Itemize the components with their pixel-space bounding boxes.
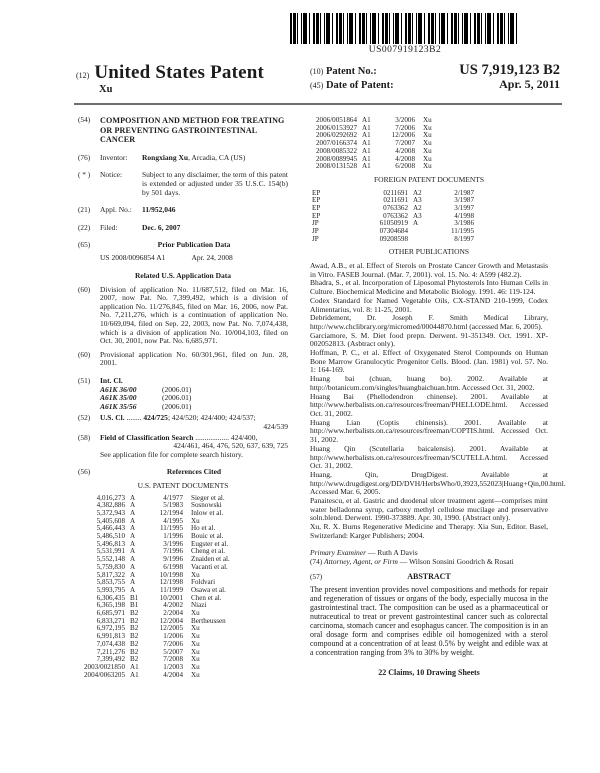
date-cell: 12/1994 [159, 508, 183, 517]
references-cited-section [78, 468, 288, 477]
inventor-name-cell: Xu [191, 655, 200, 664]
date-cell: 9/1996 [163, 555, 183, 564]
date-cell: 7/1996 [163, 547, 183, 556]
foreign-patent-row [312, 190, 548, 198]
related-application-heading: Related U.S. Application Data [134, 271, 232, 281]
document-number-cell: 07304684 [379, 227, 408, 236]
country-code-cell: JP [312, 234, 319, 243]
kind-code-cell: A1 [362, 162, 371, 171]
citation: Huang Bai (Phellodendron chinense). 2001. Available at http://www.herbalists.on.ca/resources/freeman/PHELLODE.html. Accessed Oct. 31, 2002. [310, 391, 548, 418]
us-patent-documents-heading: U.S. PATENT DOCUMENTS [137, 480, 229, 490]
foreign-patent-documents-heading: FOREIGN PATENT DOCUMENTS [373, 174, 484, 184]
inventor-name-cell: Xu [191, 516, 200, 525]
citation: Huang bai (chuan, huang bo). 2002. Available at http://botanicum.com/singles/huangbaichuan.htm. Accessed Oct. 31, 2002. [310, 374, 548, 392]
prior-publication-number: US 2008/0096854 A1 [100, 253, 166, 263]
inventor-name-cell: Xu [423, 154, 432, 163]
citation: Debridement, Dr. Joseph F. Smith Medical Library, http://www.chclibrary.org/micromed/00044870.html (accessed Mar. 6, 2005). [310, 313, 548, 331]
header-left [76, 62, 264, 95]
patent-number-cell: 4,382,886 [96, 501, 125, 510]
patent-number-cell: 5,759,830 [96, 562, 125, 571]
patent-number-cell: 5,372,943 [96, 508, 125, 517]
document-type-title: United States Patent [94, 62, 265, 83]
date-cell: 7/2006 [395, 123, 415, 132]
application-number-section [78, 206, 288, 215]
kind-code-cell: A [130, 562, 136, 571]
invention-title: COMPOSITION AND METHOD FOR TREATING OR PREVENTING GASTROINTESTINAL CANCER [100, 116, 285, 145]
foreign-patent-row [312, 213, 548, 221]
patent-number-cell: 2006/0051864 [316, 116, 357, 124]
patent-number-cell: 5,531,991 [96, 547, 125, 556]
date-cell: 11/1999 [160, 585, 183, 594]
inventor-name-cell: Xu [191, 632, 200, 641]
inventor-name-cell: Xu [423, 116, 432, 124]
kind-code-cell: A [130, 539, 136, 548]
int-cl-field-number: (51) [78, 375, 91, 385]
inventor-name-cell: Xu [191, 639, 200, 648]
appl-field-number: (21) [78, 205, 91, 215]
kind-code-cell: B2 [130, 609, 139, 618]
foreign-patent-documents-table [310, 190, 548, 244]
citation: Huang Qin (Scutellaria baicalensis). 2001. Available at http://www.herbalists.on.ca/resources/freeman/SCUTELLA.html. Accessed Oct. 31, 2002. [310, 443, 548, 471]
kind-code-cell [408, 228, 436, 236]
us-cl-field-number: (52) [78, 413, 91, 423]
int-cl-row [100, 403, 288, 412]
patent-number-cell: 2008/0131528 [316, 162, 357, 171]
citation: Panaitescu, et al. Gastric and duodenal ulcer treatment agent—comprises mint water belladonna syrup, carboxy methyl cellulose mucilage and preservative soln.blend. Derwent. 1990-373889. Apr. 30, 1990. (Abstract only). [310, 496, 548, 523]
foreign-patent-row [312, 236, 548, 244]
inventor-name-cell: Xu [423, 162, 432, 171]
us-cl-wrap: 424/539 [263, 421, 288, 431]
date-cell: 3/2006 [395, 116, 415, 124]
patent-number-cell: 6,991,813 [96, 632, 125, 641]
inventor-name-cell: Cheng et al. [191, 547, 226, 556]
kind-code-cell: B2 [130, 639, 139, 648]
inventor-name-cell: Inlow et al. [191, 508, 224, 517]
provisional-section [78, 351, 288, 368]
filed-field-number: (22) [78, 222, 91, 232]
document-number-cell: 09208598 [379, 234, 408, 243]
int-cl-version: (2006.01) [162, 401, 192, 411]
division-text: Division of application No. 11/687,512, filed on Mar. 16, 2007, now Pat. No. 7,399,492, which is a division of application No. 11/276,845, filed on Mar. 16, 2006, now Pat. No. 7,211,276, which is a continuation of application No. 10/669,094, filed on Sep. 22, 2003, now Pat. No. 7,074,438, which is a division of application No. 10/004,103, filed on Oct. 30, 2001, now Pat. No. 6,685,971. [100, 284, 288, 346]
foreign-patent-row [312, 220, 548, 228]
appl-value: 11/952,046 [142, 205, 176, 215]
patent-number-cell: 6,306,435 [96, 593, 125, 602]
prior-publication-date: Apr. 24, 2008 [191, 253, 233, 263]
barcode-text: US007919123B2 [368, 45, 442, 55]
date-cell: 7/2007 [395, 139, 415, 148]
inventor-field-number: (76) [78, 152, 91, 162]
patent-number-cell: 7,399,492 [96, 655, 125, 664]
date-cell: 4/1995 [163, 516, 183, 525]
foreign-patent-row [312, 228, 548, 236]
us-patent-documents-table [78, 495, 288, 680]
title-section [78, 116, 288, 145]
date-cell: 4/1998 [454, 211, 474, 220]
foreign-patent-row [312, 197, 548, 205]
doc-kind-number: (12) [76, 71, 90, 80]
date-cell: 4/2002 [163, 601, 183, 610]
date-cell: 5/2007 [163, 647, 183, 656]
date-cell: 6/1998 [163, 562, 183, 571]
date-cell: 8/1997 [454, 234, 474, 243]
patent-number-label: (10) Patent No.: [310, 66, 377, 77]
patent-number-cell: 5,993,795 [96, 585, 125, 594]
patent-number-cell: 7,074,438 [96, 639, 125, 648]
kind-code-cell: A1 [130, 662, 139, 671]
kind-code-cell: A2 [413, 188, 422, 197]
inventor-label: Inventor: [100, 152, 128, 162]
country-code-cell: EP [312, 188, 321, 197]
us-cl-line: U.S. Cl. ........ 424/725; 424/520; 424/400; 424/537; [100, 413, 256, 423]
kind-code-cell: A [130, 578, 136, 587]
kind-code-cell: A1 [362, 146, 371, 155]
kind-code-cell: B2 [130, 616, 139, 625]
kind-code-cell: A1 [362, 139, 371, 148]
inventor-name-cell: Xu [191, 570, 200, 579]
patent-number-cell: 4,016,273 [96, 493, 125, 502]
patent-date-value: Apr. 5, 2011 [499, 77, 560, 91]
citation: Xu, R. X. Burns Regenerative Medicine and Therapy. Xia Sun, Editor. Basel, Switzerland: Karger Publishers; 2004. [310, 522, 548, 540]
kind-code-cell: A1 [362, 131, 371, 140]
patent-number-cell: 5,466,443 [96, 524, 125, 533]
date-cell: 11/1995 [160, 524, 183, 533]
field-search-line: Field of Classification Search .................. 424/400, [100, 432, 258, 442]
foreign-patent-row [312, 205, 548, 213]
kind-code-cell: B2 [130, 655, 139, 664]
inventor-name-cell: Chen et al. [191, 593, 222, 602]
inventor-name-cell: Znaiden et al. [191, 555, 230, 564]
kind-code-cell [408, 236, 436, 244]
header-right [310, 62, 560, 95]
patent-number-cell: 5,552,148 [96, 555, 125, 564]
notice-section [78, 171, 288, 197]
date-cell: 12/1998 [159, 578, 183, 587]
header [76, 62, 560, 95]
inventor-name-cell: Vacanti et al. [191, 562, 228, 571]
inventor-name-cell: Xu [191, 609, 200, 618]
kind-code-cell: A1 [130, 670, 139, 679]
patent-number-cell: 2006/0153927 [316, 123, 357, 132]
kind-code-cell: A [413, 219, 419, 228]
document-number-cell: 0763362 [383, 203, 408, 212]
kind-code-cell: A3 [413, 211, 422, 220]
field-search-wrap: 424/461, 464, 476, 520, 637, 639, 725 [173, 441, 288, 451]
other-publications-heading: OTHER PUBLICATIONS [388, 247, 470, 257]
references-field-number: (56) [78, 467, 91, 477]
inventor-name-cell: Bouic et al. [191, 532, 224, 541]
kind-code-cell: A [130, 508, 136, 517]
kind-code-cell: A [130, 516, 136, 525]
date-cell: 3/1986 [454, 219, 474, 228]
kind-code-cell: A [130, 493, 136, 502]
attorney-line: (74) Attorney, Agent, or Firm — Wilson Sonsini Goodrich & Rosati [310, 556, 514, 566]
patent-number-value: US 7,919,123 B2 [459, 62, 560, 78]
date-cell: 5/1983 [163, 501, 183, 510]
inventor-name-cell: Xu [191, 670, 200, 679]
date-cell: 4/2008 [395, 146, 415, 155]
date-cell: 3/1997 [454, 203, 474, 212]
filed-label: Filed: [100, 222, 118, 232]
inventor-name-cell: Foldvari [191, 578, 216, 587]
notice-text: Subject to any disclaimer, the term of this patent is extended or adjusted under 35 U.S.C. 154(b) by 501 days. [142, 170, 288, 197]
inventor-name-cell: Xu [191, 624, 200, 633]
inventor-name-cell: Bertheussen [191, 616, 226, 625]
notice-label: Notice: [100, 170, 123, 180]
prior-field-number: (65) [78, 240, 91, 250]
field-of-search-section [78, 434, 288, 460]
patent-number-cell: 5,853,755 [96, 578, 125, 587]
citation: Garciamore, S. M. Diet food prepn. Derwent. 91-351349. Oct. 1991. XP-002052813. (Asbtract only). [310, 330, 548, 349]
int-cl-label: Int. Cl. [100, 375, 123, 385]
other-publications-list [310, 261, 566, 541]
kind-code-cell: A1 [362, 123, 371, 132]
us-patent-documents-continued [310, 117, 548, 171]
date-cell: 7/2006 [163, 639, 183, 648]
left-column [78, 116, 288, 679]
appl-label: Appl. No.: [100, 205, 132, 215]
patent-number-cell: 6,833,271 [96, 616, 125, 625]
prior-publication-section [78, 241, 288, 263]
int-cl-class: A61K 35/56 [100, 401, 137, 411]
date-cell: 3/1996 [163, 539, 183, 548]
patent-number-cell: 2003/0021850 [84, 662, 125, 671]
kind-code-cell: A3 [413, 196, 422, 205]
date-cell: 4/2004 [163, 670, 183, 679]
date-cell: 7/2008 [163, 655, 183, 664]
prior-publication-entry [100, 254, 288, 263]
country-code-cell: EP [312, 203, 321, 212]
kind-code-cell: B1 [130, 601, 139, 610]
date-cell: 2/2004 [163, 609, 183, 618]
barcode-image [290, 13, 520, 44]
field-search-number: (58) [78, 432, 91, 442]
date-cell: 4/2008 [395, 154, 415, 163]
patent-date-label: (45) Date of Patent: [310, 80, 394, 91]
kind-code-cell: A [130, 570, 136, 579]
patent-number-cell: 5,486,510 [96, 532, 125, 541]
inventor-name-cell: Sosnowski [191, 501, 222, 510]
patent-number-cell: 5,817,322 [96, 570, 125, 579]
kind-code-cell: A1 [362, 116, 371, 124]
claims-drawing-sheets-line: 22 Claims, 10 Drawing Sheets [378, 668, 480, 678]
date-cell: 3/1987 [454, 196, 474, 205]
inventor-name-cell: Xu [423, 139, 432, 148]
division-section [78, 286, 288, 346]
document-number-cell: 0211691 [383, 196, 408, 205]
kind-code-cell: A1 [362, 154, 371, 163]
kind-code-cell: B2 [130, 647, 139, 656]
country-code-cell: JP [312, 219, 319, 228]
notice-field-number: ( * ) [78, 170, 91, 180]
body-columns [78, 115, 566, 679]
patent-number-cell: 2008/0085322 [316, 146, 357, 155]
inventor-surname: Xu [99, 84, 113, 95]
barcode-area [290, 13, 520, 55]
primary-examiner-line: Primary Examiner — Ruth A Davis [310, 547, 418, 557]
field-search-note: See application file for complete search history. [100, 449, 244, 459]
us-patent-row [78, 672, 288, 680]
country-code-cell: EP [312, 196, 321, 205]
date-cell: 10/2001 [159, 593, 183, 602]
kind-code-cell: A [130, 532, 136, 541]
int-cl-version: (2006.01) [162, 384, 192, 394]
inventor-name-cell: Xu [191, 662, 200, 671]
filed-section [78, 224, 288, 233]
citation: Awad, A.B., et al. Effect of Sterols on Prostate Cancer Growth and Metastasis in Vitro. FASEB Journal. (Mar. 7, 2001). vol. 15. No. 4: A599 (482.2). [310, 261, 548, 279]
inventor-name-cell: Xu [423, 131, 432, 140]
document-number-cell: 61050919 [379, 219, 408, 228]
kind-code-cell: A [130, 555, 136, 564]
citation: Codex Standard for Named Vegetable Oils, CX-STAND 210-1999, Codex Alimentarius, vol. 8: 11-25, 2001. [310, 295, 548, 314]
inventor-name-cell: Xu [423, 146, 432, 155]
document-number-cell: 0763362 [383, 211, 408, 220]
kind-code-cell: B2 [130, 632, 139, 641]
citation: Huang Lian (Coptis chinensis). 2001. Available at http://www.herbalists.on.ca/resources/freeman/COPTIS.html. Accessed Oct. 31, 2002. [310, 417, 548, 445]
country-code-cell: EP [312, 211, 321, 220]
provisional-text: Provisional application No. 60/301,961, filed on Jun. 28, 2001. [100, 349, 288, 368]
kind-code-cell: A2 [413, 203, 422, 212]
abstract-heading-row [310, 573, 548, 582]
country-code-cell: JP [312, 227, 319, 236]
date-cell: 6/2008 [395, 162, 415, 171]
kind-code-cell: A [130, 501, 136, 510]
inventor-name-cell: Niazi [191, 601, 207, 610]
examiner-block [310, 548, 548, 566]
int-cl-class: A61K 36/00 [100, 384, 137, 394]
inventor-name-cell: Xu [191, 647, 200, 656]
patent-number-cell: 2007/0166374 [316, 139, 357, 148]
references-cited-heading: References Cited [166, 467, 222, 477]
kind-code-cell: B2 [130, 624, 139, 633]
date-cell: 4/1977 [163, 493, 183, 502]
document-number-cell: 0211691 [383, 188, 408, 197]
abstract-text: The present invention provides novel compositions and methods for repair and regeneration of tissues or organs of the body, especially mucosa in the gastrointestinal tract. The composition can be used as a pharmaceutical or nutraceutical to treat or prevent gastrointestinal cancer such as colorectal carcinoma, stomach cancer and esophagus cancer. The composition is in an oral dosage form and comprises edible oil homogenized with a sterol compound at a concentration of at least 0.5% by weight and edible wax at a concentration ranging from 3% to 30% by weight. [310, 585, 548, 658]
kind-code-cell: A [130, 524, 136, 533]
patent-number-cell: 7,211,276 [96, 647, 125, 656]
patent-number-cell: 6,685,971 [96, 609, 125, 618]
citation: Hoffman, P. C., et al. Effect of Oxygenated Sterol Compounds on Human Bone Marrow Granulocytic Progenitor Cells. Blood. (Jan. 1981) vol. 57. No. 1: 164-169. [310, 348, 548, 375]
date-cell: 1/2006 [163, 632, 183, 641]
inventor-name-cell: Osawa et al. [191, 585, 226, 594]
date-cell: 11/1995 [451, 227, 474, 236]
inventor-value: Rongxiang Xu, Arcadia, CA (US) [142, 152, 246, 162]
date-cell: 12/2005 [159, 624, 183, 633]
title-field-number: (54) [78, 115, 91, 124]
inventor-name-cell: Xu [423, 123, 432, 132]
us-cl-section [78, 414, 288, 431]
citation: Huang, Qin, DrugDigest. Available at http://www.drugdigest.org/DD/DVH/HerbsWho/0,3923,552023|Huang+Qin,00.html. Accessed Mar. 6, 2005. [310, 469, 566, 497]
patent-number-cell: 2006/0292692 [316, 131, 357, 140]
division-field-number: (60) [78, 284, 91, 294]
inventor-name-cell: Ho et al. [191, 524, 216, 533]
date-cell: 12/2006 [391, 131, 415, 140]
inventor-name-cell: Eugster et al. [191, 539, 229, 548]
right-column [310, 116, 566, 679]
int-cl-version: (2006.01) [162, 393, 192, 403]
kind-code-cell: A [130, 547, 136, 556]
abstract-field-number: (57) [310, 571, 323, 581]
patent-number-cell: 2008/0089945 [316, 154, 357, 163]
date-cell: 1/2003 [163, 662, 183, 671]
date-cell: 10/1998 [159, 570, 183, 579]
int-cl-class: A61K 35/00 [100, 393, 137, 403]
abstract-heading: ABSTRACT [407, 571, 451, 581]
int-cl-section [78, 377, 288, 411]
us-patent-row [310, 163, 548, 171]
header-divider [74, 103, 562, 105]
date-cell: 1/1996 [163, 532, 183, 541]
patent-number-cell: 5,496,813 [96, 539, 125, 548]
inventor-section [78, 154, 288, 163]
citation: Bhadra, S., et al. Incorporation of Liposomal Phytosterols Into Human Cells in Culture. Biochemical Medicine and Metabolic Biology. 1991. 46: 119-124. [310, 278, 548, 297]
patent-number-cell: 2004/0063205 [84, 670, 125, 679]
provisional-field-number: (60) [78, 349, 91, 359]
filed-value: Dec. 6, 2007 [142, 222, 181, 232]
inventor-name-cell: Sieger et al. [191, 493, 225, 502]
patent-number-cell: 6,365,198 [96, 601, 125, 610]
patent-number-cell: 5,405,608 [96, 516, 125, 525]
date-cell: 2/1987 [454, 188, 474, 197]
prior-publication-heading: Prior Publication Data [157, 240, 231, 250]
patent-number-cell: 6,972,195 [96, 624, 125, 633]
kind-code-cell: B1 [130, 593, 139, 602]
date-cell: 12/2004 [159, 616, 183, 625]
kind-code-cell: A [130, 585, 136, 594]
